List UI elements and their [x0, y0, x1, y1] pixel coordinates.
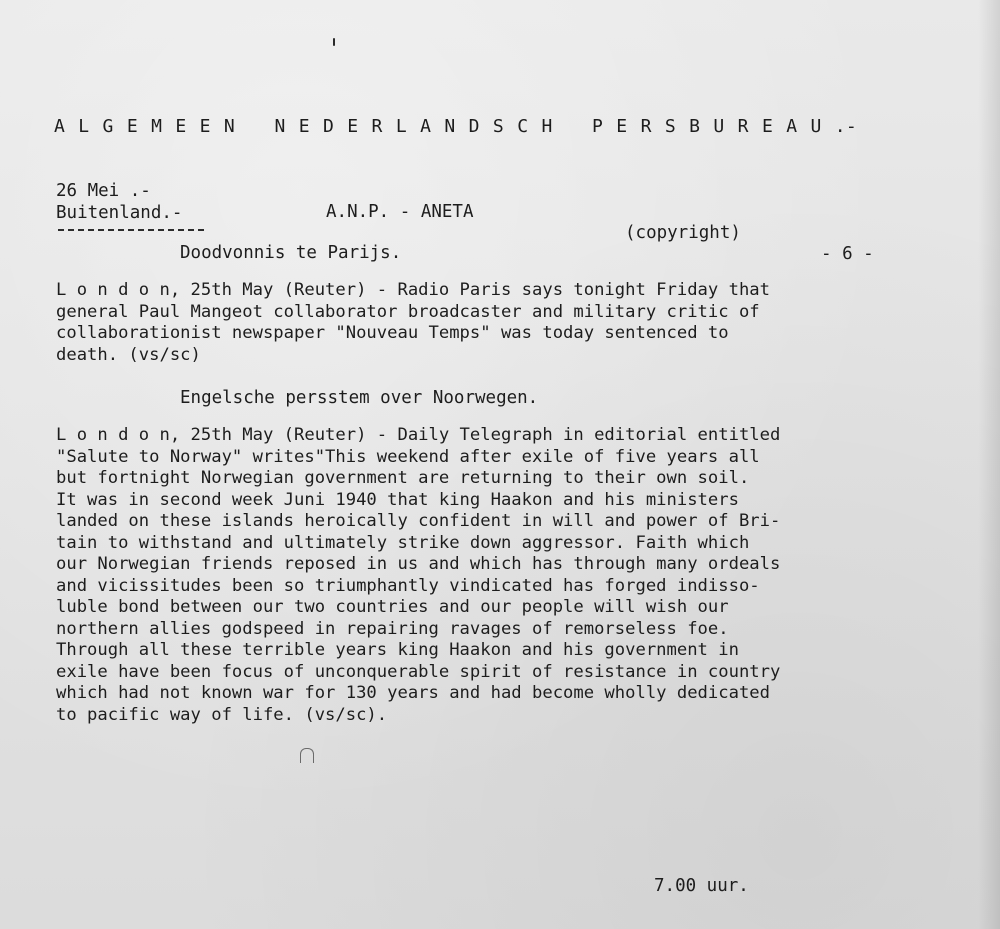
body-line: to pacific way of life. (vs/sc).: [56, 704, 388, 725]
body-line: L o n d o n, 25th May (Reuter) - Daily Telegraph in editorial entitled: [56, 425, 781, 445]
body-line: death. (vs/sc): [56, 344, 201, 365]
body-line: luble bond between our two countries and our people will wish our: [56, 597, 729, 617]
body-line: northern allies godspeed in repairing ravages of remorseless foe.: [56, 618, 729, 639]
body-line: general Paul Mangeot collaborator broadcaster and military critic of: [56, 301, 760, 322]
page-edge-shadow: [978, 0, 1000, 929]
ink-mark: [333, 38, 335, 46]
section-underline: [58, 229, 204, 231]
body-line: but fortnight Norwegian government are returning to their own soil.: [56, 468, 750, 488]
body-line: and vicissitudes been so triumphantly vindicated has forged indisso-: [56, 575, 760, 596]
body-line: tain to withstand and ultimately strike down aggressor. Faith which: [56, 532, 750, 553]
body-line: L o n d o n, 25th May (Reuter) - Radio Paris says tonight Friday that: [56, 280, 770, 300]
dateline-page-number: - 6 -: [821, 244, 874, 264]
stray-pencil-mark: [300, 748, 314, 763]
body-line: our Norwegian friends reposed in us and which has through many ordeals: [56, 554, 781, 574]
article-headline-norway: Engelsche persstem over Noorwegen.: [180, 388, 539, 408]
body-line: Through all these terrible years king Haakon and his government in: [56, 640, 739, 660]
dateline-agency: A.N.P. - ANETA: [326, 202, 474, 222]
article-body-norway: [56, 425, 956, 726]
body-line: collaborationist newspaper "Nouveau Temps" was today sentenced to: [56, 323, 729, 343]
article-body-paris: [56, 280, 946, 366]
section-heading: Buitenland.-: [56, 203, 183, 223]
footer-time: 7.00 uur.: [654, 876, 749, 896]
article-headline-paris: Doodvonnis te Parijs.: [180, 243, 402, 263]
dateline-copyright: (copyright): [625, 223, 741, 243]
dateline-date: 26 Mei .-: [56, 181, 151, 201]
masthead: A L G E M E E N N E D E R L A N D S C H P E R S B U R E A U .-: [54, 116, 858, 137]
body-line: "Salute to Norway" writes"This weekend after exile of five years all: [56, 446, 760, 467]
body-line: landed on these islands heroically confident in will and power of Bri-: [56, 511, 781, 531]
body-line: It was in second week Juni 1940 that king Haakon and his ministers: [56, 489, 739, 510]
body-line: which had not known war for 130 years and had become wholly dedicated: [56, 683, 770, 703]
body-line: exile have been focus of unconquerable spirit of resistance in country: [56, 661, 781, 682]
